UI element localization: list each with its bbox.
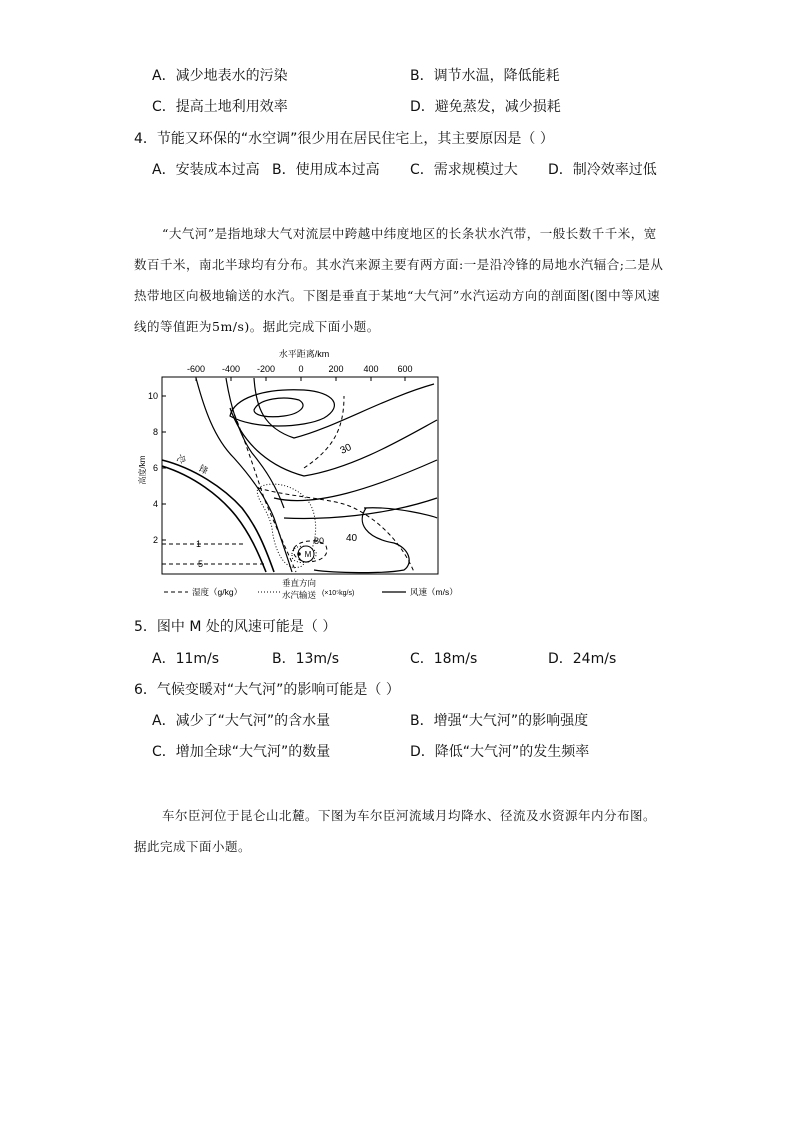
passage-cherchen-river-text: 车尔臣河位于昆仑山北麓。下图为车尔臣河流域月均降水、径流及水资源年内分布图。据此完成下面小题。 xyxy=(134,808,657,854)
legend-transport-label: 水汽输送 xyxy=(282,590,317,600)
q4-option-c: C．需求规模过大 xyxy=(410,162,518,178)
x-tick-label: -600 xyxy=(186,364,206,374)
x-tick-label: -200 xyxy=(256,364,276,374)
q5-option-a: A．11m/s xyxy=(152,651,220,667)
q6-option-d: D．降低“大气河”的发生频率 xyxy=(410,744,590,760)
x-tick-label: 0 xyxy=(298,364,304,374)
q4-option-b: B．使用成本过高 xyxy=(272,162,380,178)
contour-label: 1 xyxy=(196,539,202,549)
wind-contour xyxy=(226,378,284,508)
q3-option-d: D．避免蒸发，减少损耗 xyxy=(410,99,561,115)
q3-option-a: A．减少地表水的污染 xyxy=(152,68,288,84)
q6-option-b: B．增强“大气河”的影响强度 xyxy=(410,713,589,729)
q6-option-a: A．减少了“大气河”的含水量 xyxy=(152,713,331,729)
wind-contour xyxy=(196,378,292,572)
passage-atmospheric-river-text: “大气河”是指地球大气对流层中跨越中纬度地区的长条状水汽带，一般长数千千米，宽数百千米，南北半球均有分布。其水汽来源主要有两方面:一是沿冷锋的局地水汽辐合;二是从热带地区向极地输送的水汽。下图是垂直于某地“大气河”水汽运动方向的剖面图(图中等风速线的等值距为5m/s)。据此完成下面小题。 xyxy=(134,226,664,334)
passage-cherchen-river xyxy=(134,800,664,862)
y-axis-title: 高度/km xyxy=(138,455,147,485)
front-label: 锋 xyxy=(197,463,210,477)
wind-contour xyxy=(284,498,437,518)
legend-transport-unit: (×10⁵kg/s) xyxy=(322,590,355,597)
y-tick-label: 8 xyxy=(152,427,158,437)
q4-option-a: A．安装成本过高 xyxy=(152,162,260,178)
q5-option-d: D．24m/s xyxy=(548,651,617,667)
legend-transport-label: 垂直方向 xyxy=(282,578,317,588)
legend xyxy=(164,578,458,600)
x-axis-title: 水平距离/km xyxy=(278,349,330,359)
wind-contour xyxy=(254,398,303,417)
q3-option-c: C．提高土地利用效率 xyxy=(152,99,288,115)
q3-option-b: B．调节水温，降低能耗 xyxy=(410,68,560,84)
m-point-label: M xyxy=(304,550,312,559)
cross-section-svg xyxy=(134,348,474,608)
wind-contour xyxy=(274,460,437,501)
y-tick-label: 4 xyxy=(152,499,158,509)
passage-atmospheric-river xyxy=(134,218,664,342)
contour-label: 30 xyxy=(338,442,354,457)
x-tick-label: 400 xyxy=(363,364,379,374)
wind-contour xyxy=(254,378,434,438)
q6-stem: 6．气候变暖对“大气河”的影响可能是（ ） xyxy=(134,682,400,698)
y-tick-label: 10 xyxy=(147,391,158,401)
contour-label: 40 xyxy=(346,533,358,544)
q5-option-c: C．18m/s xyxy=(410,651,478,667)
contour-label: 5 xyxy=(198,559,204,569)
humidity-contour xyxy=(304,396,344,468)
front-label: 冷 xyxy=(175,452,188,466)
wind-contour xyxy=(230,390,334,426)
x-ticks xyxy=(196,377,405,381)
q6-option-c: C．增加全球“大气河”的数量 xyxy=(152,744,331,760)
y-tick-label: 2 xyxy=(152,535,158,545)
legend-humidity-label: 湿度（g/kg） xyxy=(192,587,243,597)
m-point-dot xyxy=(297,552,301,556)
q4-stem: 4．节能又环保的“水空调”很少用在居民住宅上，其主要原因是（ ） xyxy=(134,131,554,147)
contour-label: 80 xyxy=(314,536,325,546)
q5-option-b: B．13m/s xyxy=(272,651,340,667)
legend-wind-label: 风速（m/s） xyxy=(410,587,458,597)
y-tick-label: 6 xyxy=(152,463,158,473)
x-tick-label: -400 xyxy=(221,364,241,374)
x-tick-label: 600 xyxy=(397,364,413,374)
q5-stem: 5．图中 M 处的风速可能是（ ） xyxy=(134,619,337,635)
q4-option-d: D．制冷效率过低 xyxy=(548,162,657,178)
y-ticks xyxy=(162,396,166,540)
cross-section-figure xyxy=(134,348,474,608)
x-tick-label: 200 xyxy=(328,364,344,374)
